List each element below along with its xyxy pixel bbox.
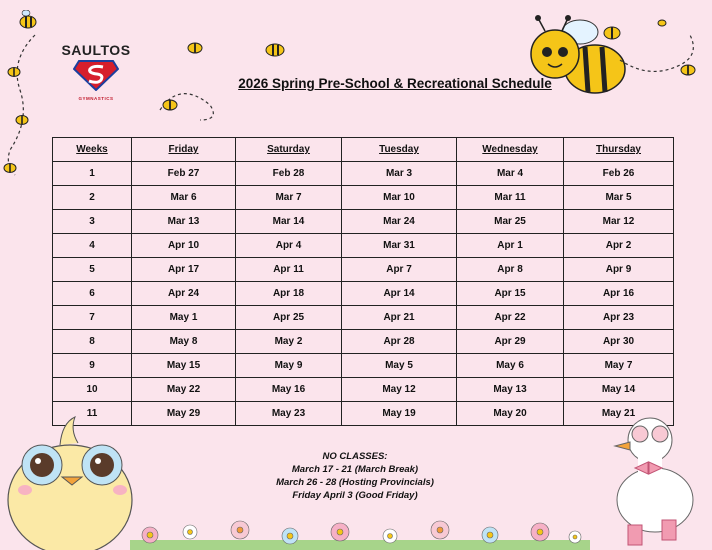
week-number-cell: 6 [53,282,132,306]
bee-trail-right-icon [600,5,710,85]
date-cell: Apr 9 [564,258,674,282]
notes-line: Friday April 3 (Good Friday) [292,490,418,501]
date-cell: Mar 12 [564,210,674,234]
date-cell: May 16 [236,378,342,402]
date-cell: Mar 4 [457,162,564,186]
date-cell: Apr 11 [236,258,342,282]
week-number-cell: 10 [53,378,132,402]
date-cell: May 22 [132,378,236,402]
date-cell: May 8 [132,330,236,354]
table-header-row [53,138,674,162]
date-cell: May 12 [342,378,457,402]
date-cell: Apr 30 [564,330,674,354]
date-cell: Apr 21 [342,306,457,330]
week-number-cell: 5 [53,258,132,282]
date-cell: May 29 [132,402,236,426]
week-number-cell: 3 [53,210,132,234]
table-row [53,186,674,210]
date-cell: May 9 [236,354,342,378]
table-row [53,354,674,378]
date-cell: Mar 31 [342,234,457,258]
date-cell: Feb 28 [236,162,342,186]
logo-subtitle: GYMNASTICS [78,96,114,101]
chick-mascot-icon [0,405,150,550]
date-cell: Apr 2 [564,234,674,258]
table-row [53,234,674,258]
saultos-logo [60,42,132,101]
date-cell: Mar 11 [457,186,564,210]
date-cell: Apr 24 [132,282,236,306]
date-cell: May 1 [132,306,236,330]
notes-line: March 17 - 21 (March Break) [291,464,419,475]
table-row [53,258,674,282]
week-number-cell: 4 [53,234,132,258]
date-cell: Apr 29 [457,330,564,354]
date-cell: Apr 22 [457,306,564,330]
date-cell: Apr 18 [236,282,342,306]
date-cell: Apr 23 [564,306,674,330]
date-cell: May 6 [457,354,564,378]
week-number-cell: 11 [53,402,132,426]
flower-border-icon [130,510,590,550]
date-cell: Mar 5 [564,186,674,210]
date-cell: Apr 16 [564,282,674,306]
column-header-saturday: Saturday [236,138,342,162]
date-cell: May 2 [236,330,342,354]
superman-shield-icon [73,59,119,91]
date-cell: May 13 [457,378,564,402]
week-number-cell: 1 [53,162,132,186]
column-header-tuesday: Tuesday [342,138,457,162]
table-row [53,282,674,306]
week-number-cell: 8 [53,330,132,354]
page-title: 2026 Spring Pre-School & Recreational Schedule [238,76,552,91]
table-row [53,210,674,234]
no-classes-notes [250,450,460,502]
column-header-wednesday: Wednesday [457,138,564,162]
date-cell: Mar 10 [342,186,457,210]
date-cell: Mar 6 [132,186,236,210]
date-cell: Mar 25 [457,210,564,234]
date-cell: May 21 [564,402,674,426]
date-cell: Apr 8 [457,258,564,282]
date-cell: May 19 [342,402,457,426]
date-cell: May 7 [564,354,674,378]
column-header-thursday: Thursday [564,138,674,162]
date-cell: Apr 10 [132,234,236,258]
table-row [53,162,674,186]
notes-line: March 26 - 28 (Hosting Provincials) [276,477,434,488]
date-cell: Mar 14 [236,210,342,234]
notes-heading: NO CLASSES: [322,451,388,462]
date-cell: Apr 17 [132,258,236,282]
date-cell: Mar 3 [342,162,457,186]
table-body [53,162,674,426]
date-cell: May 14 [564,378,674,402]
date-cell: Apr 7 [342,258,457,282]
date-cell: Apr 28 [342,330,457,354]
date-cell: Mar 24 [342,210,457,234]
week-number-cell: 9 [53,354,132,378]
week-number-cell: 2 [53,186,132,210]
column-header-friday: Friday [132,138,236,162]
table-row [53,330,674,354]
schedule-table [52,137,674,426]
table-row [53,306,674,330]
date-cell: Apr 4 [236,234,342,258]
date-cell: Apr 1 [457,234,564,258]
date-cell: Mar 13 [132,210,236,234]
date-cell: May 23 [236,402,342,426]
date-cell: Feb 27 [132,162,236,186]
date-cell: May 15 [132,354,236,378]
bee-trail-center-icon [150,20,310,130]
date-cell: Apr 14 [342,282,457,306]
date-cell: Feb 26 [564,162,674,186]
bee-trail-left-icon [0,10,60,180]
date-cell: Mar 7 [236,186,342,210]
logo-name: SAULTOS [61,42,131,58]
table-row [53,378,674,402]
duck-mascot-icon [600,410,712,550]
date-cell: May 5 [342,354,457,378]
week-number-cell: 7 [53,306,132,330]
date-cell: Apr 15 [457,282,564,306]
date-cell: May 20 [457,402,564,426]
column-header-weeks: Weeks [53,138,132,162]
date-cell: Apr 25 [236,306,342,330]
